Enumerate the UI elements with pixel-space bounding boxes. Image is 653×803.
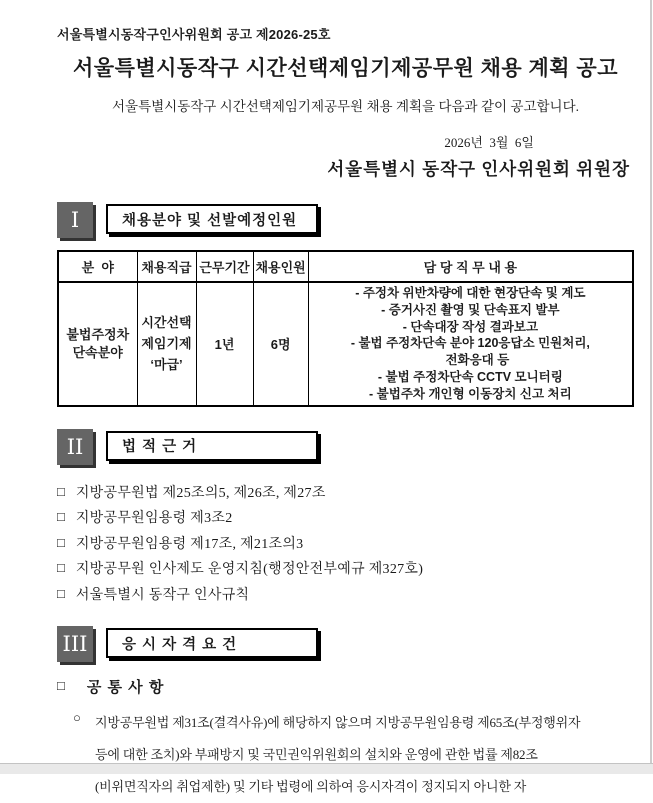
recruit-table [57, 250, 634, 407]
cell-period: 1년 [196, 282, 253, 406]
cell-grade [137, 282, 196, 406]
list-item [57, 482, 634, 508]
legal-item-text: 지방공무원임용령 제3조2 [75, 511, 233, 527]
list-item [57, 558, 634, 584]
section-recruit-field [57, 202, 634, 238]
checkbox-icon: □ [57, 483, 65, 499]
grade-line: ‘마급’ [150, 357, 183, 373]
field-line: 단속분야 [72, 344, 123, 360]
table-row [58, 282, 633, 406]
col-header-grade: 채용직급 [137, 251, 196, 282]
checkbox-icon: □ [57, 534, 65, 550]
paragraph-line: (비위면직자의 취업제한) 및 기타 법령에 의하여 응시자격이 정지되지 아니한 자 [95, 779, 527, 795]
common-requirements-header [57, 676, 634, 697]
list-item [57, 584, 634, 610]
cell-duties [308, 282, 633, 406]
section-numeral-1: I [57, 202, 93, 238]
common-requirements-title: 공 통 사 항 [86, 679, 165, 697]
duty-item: - 불법 주정차단속 분야 120응답소 민원처리, [350, 336, 590, 351]
list-item [57, 533, 634, 559]
col-header-count: 채용인원 [253, 251, 308, 282]
duty-item: - 증거사진 촬영 및 단속표지 발부 [381, 302, 560, 317]
table-header-row [58, 251, 633, 282]
section-eligibility [57, 626, 634, 662]
cell-headcount: 6명 [253, 282, 308, 406]
legal-item-text: 지방공무원임용령 제17조, 제21조의3 [75, 536, 304, 552]
duty-item: - 주정차 위반차량에 대한 현장단속 및 계도 [355, 286, 586, 300]
announcement-date: 2026년 3월 6일 [444, 135, 534, 150]
duty-item-continuation: 전화응대 등 [445, 353, 510, 368]
circle-bullet-icon: ○ [73, 710, 81, 726]
announcement-subtitle: 서울특별시동작구 시간선택제임기제공무원 채용 계획을 다음과 같이 공고합니다. [111, 99, 580, 114]
legal-item-text: 지방공무원 인사제도 운영지침(행정안전부예규 제327호) [75, 562, 424, 578]
eligibility-paragraph [57, 707, 634, 803]
section-heading-2: 법 적 근 거 [106, 431, 318, 461]
checkbox-icon: □ [57, 509, 65, 525]
document-content [57, 0, 634, 803]
section-heading-3: 응 시 자 격 요 건 [106, 628, 318, 658]
grade-line: 시간선택 [141, 315, 192, 331]
issuer-signature: 서울특별시 동작구 인사위원회 위원장 [327, 159, 630, 179]
list-item [57, 507, 634, 533]
page-title: 서울특별시동작구 시간선택제임기제공무원 채용 계획 공고 [73, 57, 618, 80]
paragraph-line: 등에 대한 조치)와 부패방지 및 국민권익위원회의 설치와 운영에 관한 법률 제82조 [95, 747, 538, 763]
legal-item-text: 지방공무원법 제25조의5, 제26조, 제27조 [75, 485, 326, 501]
duty-item: - 단속대장 작성 결과보고 [402, 319, 539, 334]
duty-item: - 불법주차 개인형 이동장치 신고 처리 [369, 386, 572, 401]
checkbox-icon: □ [57, 560, 65, 576]
legal-basis-list [57, 482, 634, 610]
checkbox-icon: □ [57, 677, 65, 693]
cell-field [58, 282, 137, 406]
grade-line: 제임기제 [141, 336, 192, 352]
notice-number: 서울특별시동작구인사위원회 공고 제2026-25호 [57, 27, 331, 42]
paragraph-line: 지방공무원법 제31조(결격사유)에 해당하지 않으며 지방공무원임용령 제65조(부정행위자 [95, 715, 581, 731]
field-line: 불법주정차 [66, 326, 130, 342]
section-legal-basis [57, 429, 634, 465]
checkbox-icon: □ [57, 585, 65, 601]
section-numeral-2: II [57, 429, 93, 465]
section-numeral-3: III [57, 626, 93, 662]
duty-item: - 불법 주정차단속 CCTV 모니터링 [377, 369, 563, 384]
page-right-edge [650, 0, 652, 774]
col-header-period: 근무기간 [196, 251, 253, 282]
col-header-field: 분 야 [58, 251, 137, 282]
col-header-duties: 담 당 직 무 내 용 [308, 251, 633, 282]
legal-item-text: 서울특별시 동작구 인사규칙 [75, 587, 250, 603]
page-bottom-edge [0, 763, 653, 774]
section-heading-1: 채용분야 및 선발예정인원 [106, 204, 318, 234]
